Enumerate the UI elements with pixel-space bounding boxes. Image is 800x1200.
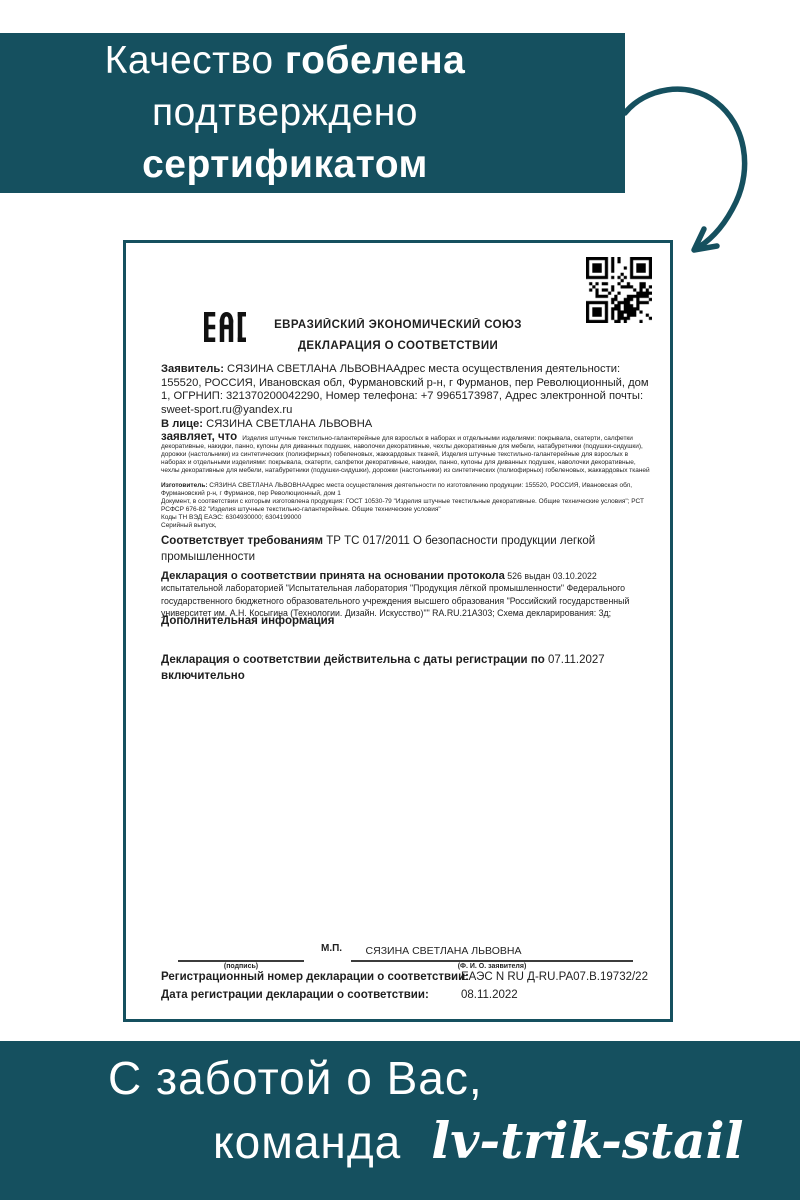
protocol-label: Декларация о соответствии принята на основании протокола (161, 570, 505, 582)
registration-number-label: Регистрационный номер декларации о соответствии: (161, 971, 470, 983)
applicant-label: Заявитель: (161, 363, 224, 375)
manufacturer-label: Изготовитель: (161, 482, 208, 489)
protocol-text: 526 выдан 03.10.2022 испытательной лабораторией "Испытательная лаборатория "Продукция лёгкой промышленности" Федерального государственного бюджетного образовательного учреждения высшего образования "Российский государственный университет им. А.Н. Косыгина (Технологии. Дизайн. Искусство)"" RA.RU.21А303; Схема декларирования: 3д; (161, 571, 630, 619)
registration-number-value: ЕАЭС N RU Д-RU.РА07.В.19732/22 (461, 971, 648, 983)
registration-date-row (161, 989, 654, 1001)
in-person-label: В лице: (161, 418, 203, 430)
protocol-paragraph (161, 570, 654, 620)
complies-paragraph (161, 533, 654, 565)
stamp-placeholder: М.П. (321, 943, 343, 954)
certificate-title: ДЕКЛАРАЦИЯ О СООТВЕТСТВИИ (297, 340, 499, 352)
signatory-caption: (Ф. И. О. заявителя) (457, 963, 527, 970)
banner-line-1-bold: гобелена (284, 39, 466, 82)
in-person-text: СЯЗИНА СВЕТЛАНА ЛЬВОВНА (203, 418, 373, 430)
signatory-name-line (351, 960, 633, 962)
brand-signature: lv-trik-stail (431, 1111, 744, 1170)
banner-line-3: сертификатом (142, 143, 428, 186)
signatory-name: СЯЗИНА СВЕТЛАНА ЛЬВОВНА (365, 945, 522, 957)
bottom-banner (0, 1041, 800, 1200)
declares-label: заявляет, что (161, 431, 238, 443)
declares-paragraph (161, 433, 654, 475)
banner-line-2: подтверждено (152, 91, 418, 134)
certificate-union-heading: ЕВРАЗИЙСКИЙ ЭКОНОМИЧЕСКИЙ СОЮЗ (274, 319, 522, 331)
registration-number-row (161, 971, 654, 983)
manufacturer-text: СЯЗИНА СВЕТЛАНА ЛЬВОВНААдрес места осуществления деятельности по изготовлению продукции: 155520, РОССИЯ, Ивановская обл, Фурмановский р-н, г Фурманов, пер Революционный, дом 1 (161, 482, 633, 498)
validity-date: 07.11.2027 (547, 654, 605, 666)
validity-paragraph (161, 653, 654, 684)
document-paragraph: Документ, в соответствии с которым изготовлена продукция: ГОСТ 10530-79 "Изделия штучные текстильные декоративные. Общие технические условия"; РСТ РСФСР 676-82 "Изделия штучные текстильно-галантерейные. Общие технические условия" (161, 498, 644, 514)
complies-text: ТР ТС 017/2011 О безопасности продукции легкой промышленности (161, 535, 596, 563)
top-banner (0, 33, 625, 193)
footer-line-2 (213, 1111, 744, 1170)
banner-line-1-regular: Качество (104, 39, 285, 82)
validity-label: Декларация о соответствии действительна с даты регистрации по (161, 654, 548, 666)
footer-line-1: С заботой о Вас, (108, 1052, 483, 1104)
qr-code (586, 257, 652, 323)
codes-paragraph: Коды ТН ВЭД ЕАЭС: 6304930000; 6304199000 (161, 514, 302, 521)
footer-line-2-regular: команда (213, 1116, 402, 1168)
applicant-text: СЯЗИНА СВЕТЛАНА ЛЬВОВНААдрес места осуществления деятельности: 155520, РОССИЯ, Ивановская обл, Фурмановский р-н, г Фурманов, пер Революционный, дом 1, ОГРНИП: 321370200042290, Номер телефона: +7 9965173987, Адрес электронной почты: sweet-sport.ru@yandex.ru (161, 363, 649, 416)
declares-text: Изделия штучные текстильно-галантерейные для взрослых в наборах и отдельными изделиями: покрывала, скатерти, салфетки декоративные, накидки, панно, купоны для диванных подушек, наволочки декоративные, чехлы декоративные для мебели, натабуретники (подушки-сидушки), дорожки (настольники) из синтетических (полиэфирных) гобеленовых, жаккардовых тканей, Изделия штучные текстильно-галантерейные для взрослых в наборах и отдельными изделиями: покрывала, скатерти, салфетки декоративные, накидки, панно, купоны для диванных подушек, наволочки декоративные, чехлы декоративные для мебели, натабуретники (подушки-сидушки), дорожки (настольники) из синтетических (полиофирных) гобеленовых, жаккардовых тканей (161, 435, 650, 475)
serial-paragraph: Серийный выпуск, (161, 522, 217, 529)
certificate-document (123, 240, 673, 1022)
registration-date-label: Дата регистрации декларации о соответствии: (161, 989, 429, 1001)
in-person-paragraph (161, 418, 654, 432)
manufacturer-paragraph (161, 482, 654, 498)
validity-suffix: включительно (161, 669, 245, 682)
registration-date-value: 08.11.2022 (461, 989, 518, 1001)
applicant-paragraph (161, 363, 654, 417)
complies-label: Соответствует требованиям (161, 535, 324, 547)
banner-line-1 (105, 35, 466, 87)
signature-line (178, 960, 304, 962)
signature-caption: (подпись) (223, 963, 259, 970)
additional-info-label: Дополнительная информация (161, 615, 335, 627)
